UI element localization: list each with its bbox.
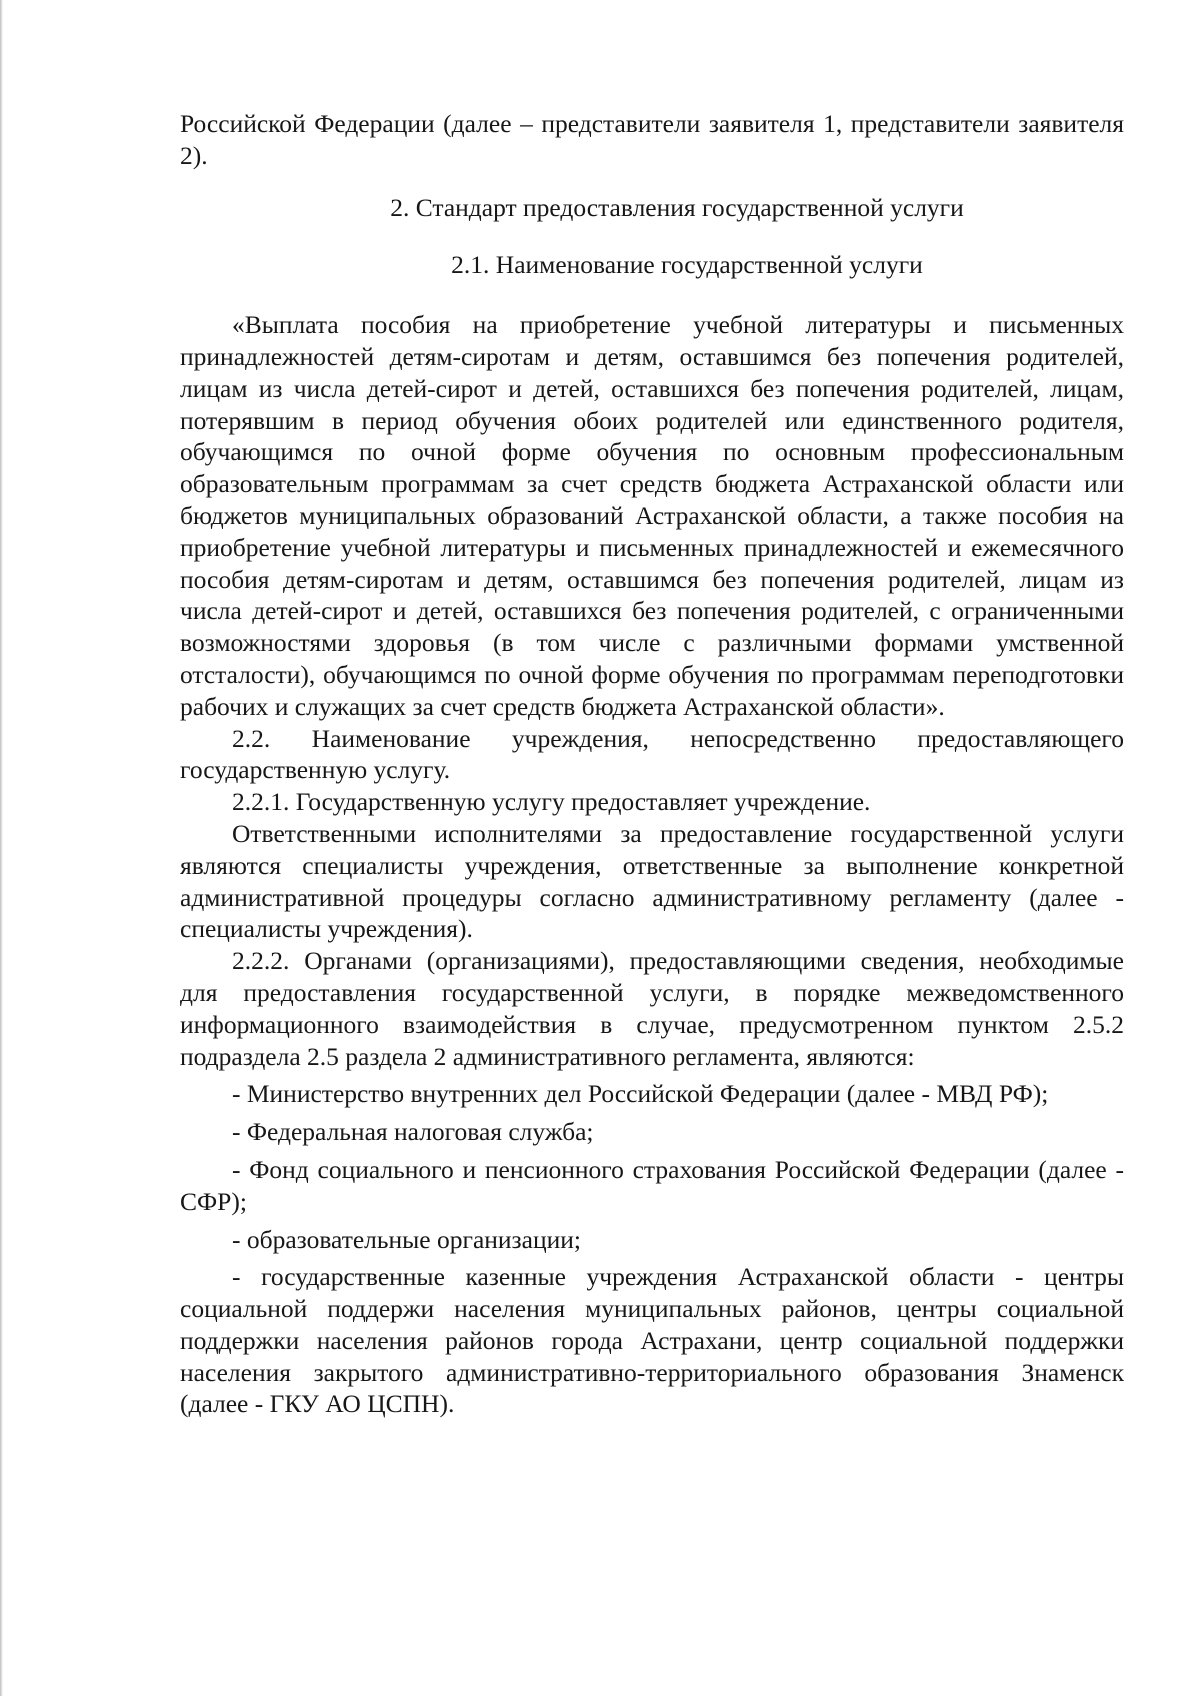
paragraph-2-2-2: 2.2.2. Органами (организациями), предоставляющими сведения, необходимые для предоставления государственной услуги, в порядке межведомственного информационного взаимодействия в случае, предусмотренном пунктом 2.5.2 подраздела 2.5 раздела 2 административного регламента, являются: <box>180 946 1124 1071</box>
document-page <box>180 108 1124 1420</box>
paragraph-responsible-executors: Ответственными исполнителями за предоставление государственной услуги являются специалисты учреждения, ответственные за выполнение конкретной административной процедуры согласно административному регламенту (далее - специалисты учреждения). <box>180 818 1124 944</box>
scan-edge <box>0 0 3 1696</box>
paragraph-2-2: 2.2. Наименование учреждения, непосредственно предоставляющего государственную услугу. <box>180 723 1124 785</box>
service-name-paragraph: «Выплата пособия на приобретение учебной литературы и письменных принадлежностей детям-сиротам и детям, оставшимся без попечения родителей, лицам из числа детей-сирот и детей, оставшихся без попечения родителей, лицам, потерявшим в период обучения обоих родителей или единственного родителя, обучающимся по очной форме обучения по основным профессиональным образовательным программам за счет средств бюджета Астраханской области или бюджетов муниципальных образований Астраханской области, а также пособия на приобретение учебной литературы и письменных принадлежностей и ежемесячного пособия детям-сиротам и детям, оставшимся без попечения родителей, лицам из числа детей-сирот и детей, оставшихся без попечения родителей, с ограниченными возможностями здоровья (в том числе с различными формами умственной отсталости), обучающимся по очной форме обучения по программам переподготовки рабочих и служащих за счет средств бюджета Астраханской области». <box>180 310 1124 721</box>
agency-list-item: - государственные казенные учреждения Астраханской области - центры социальной поддержи населения муниципальных районов, центры социальной поддержки населения районов города Астрахани, центр социальной поддержки населения закрытого административно-территориального образования Знаменск (далее - ГКУ АО ЦСПН). <box>180 1262 1124 1419</box>
agency-list-item: - Фонд социального и пенсионного страхования Российской Федерации (далее - СФР); <box>180 1154 1124 1216</box>
subsection-heading: 2.1. Наименование государственной услуги <box>451 250 923 280</box>
agency-list-item: - образовательные организации; <box>232 1224 581 1254</box>
section-heading: 2. Стандарт предоставления государственной услуги <box>390 192 964 222</box>
agency-list-item: - Федеральная налоговая служба; <box>232 1117 594 1147</box>
agency-list-item: - Министерство внутренних дел Российской Федерации (далее - МВД РФ); <box>232 1079 1049 1109</box>
paragraph-2-2-1: 2.2.1. Государственную услугу предоставляет учреждение. <box>232 787 871 817</box>
intro-fragment: Российской Федерации (далее – представители заявителя 1, представители заявителя 2). <box>180 109 1124 170</box>
